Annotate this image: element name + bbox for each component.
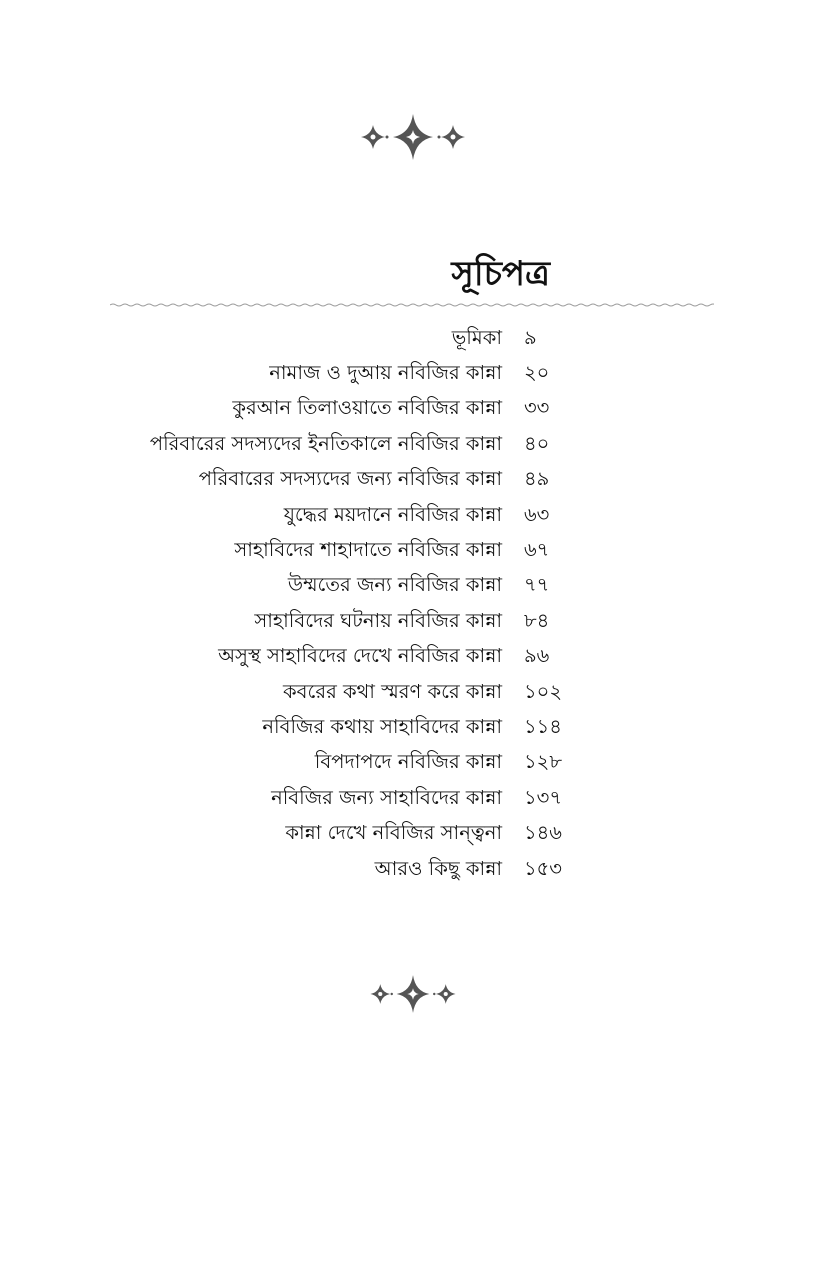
toc-entry (100, 428, 560, 463)
toc-entry-label: আরও কিছু কান্না (374, 856, 502, 880)
top-ornament (0, 112, 825, 162)
toc-entry (100, 570, 560, 605)
toc-entry-page-number: ১৫৩ (524, 856, 562, 880)
star-ornament-icon (368, 972, 458, 1016)
bottom-ornament (0, 972, 825, 1016)
toc-entry-label: যুদ্ধের ময়দানে নবিজির কান্না (283, 502, 502, 526)
page-title: সূচিপত্র (451, 254, 550, 294)
toc-entry-page-number: ৯৬ (524, 644, 550, 668)
toc-entry-label: সাহাবিদের শাহাদাতে নবিজির কান্না (234, 538, 502, 562)
toc-entry (100, 782, 563, 817)
toc-entry-label: নবিজির কথায় সাহাবিদের কান্না (262, 714, 502, 738)
toc-entry (100, 605, 560, 640)
toc-entry-label: নামাজ ও দুআয় নবিজির কান্না (269, 361, 502, 385)
toc-entry (100, 817, 560, 852)
toc-entry-page-number: ১৪৬ (524, 821, 562, 845)
toc-entry-label: অসুস্থ সাহাবিদের দেখে নবিজির কান্না (218, 644, 502, 668)
toc-entry-page-number: ৬৭ (524, 538, 550, 562)
toc-entry (100, 711, 560, 746)
toc-entry-label: নবিজির জন্য সাহাবিদের কান্না (271, 785, 502, 809)
toc-entry-page-number: ১১৪ (524, 714, 562, 738)
toc-entry (100, 393, 560, 428)
wavy-divider (110, 301, 714, 309)
toc-entry-label: বিপদাপদে নবিজির কান্না (314, 750, 502, 774)
toc-entry-page-number: ২০ (524, 361, 550, 385)
star-ornament-icon (358, 112, 468, 162)
toc-entry-label: কবরের কথা স্মরণ করে কান্না (283, 679, 502, 703)
toc-entry (100, 357, 560, 392)
toc-entry-label: পরিবারের সদস্যদের জন্য নবিজির কান্না (198, 467, 502, 491)
toc-entry (100, 534, 560, 569)
toc-entry-page-number: ১০২ (524, 679, 563, 703)
toc-entry-page-number: ৪০ (524, 431, 550, 455)
toc-entry-page-number: ৮৪ (524, 608, 550, 632)
toc-entry (100, 322, 560, 357)
toc-entry-page-number: ৪৯ (524, 467, 550, 491)
toc-entry-page-number: ৬৩ (524, 502, 550, 526)
toc-entry (100, 853, 560, 888)
toc-entry (100, 676, 563, 711)
toc-entry-label: ভূমিকা (451, 325, 502, 349)
toc-entry-page-number: ১২৮ (524, 750, 562, 774)
toc-entry-label: পরিবারের সদস্যদের ইনতিকালে নবিজির কান্না (149, 431, 502, 455)
toc-entry-label: সাহাবিদের ঘটনায় নবিজির কান্না (254, 608, 502, 632)
toc-entry-page-number: ৩৩ (524, 396, 550, 420)
toc-entry-page-number: ১৩৭ (524, 785, 563, 809)
toc-entry-label: কান্না দেখে নবিজির সান্ত্বনা (285, 821, 502, 845)
toc-entry (100, 747, 560, 782)
table-of-contents (100, 322, 563, 888)
toc-entry-label: কুরআন তিলাওয়াতে নবিজির কান্না (232, 396, 502, 420)
toc-entry (100, 464, 560, 499)
toc-entry-page-number: ৭৭ (524, 573, 550, 597)
toc-entry (100, 641, 560, 676)
toc-entry (100, 499, 560, 534)
toc-entry-page-number: ৯ (524, 325, 537, 349)
toc-entry-label: উম্মতের জন্য নবিজির কান্না (287, 573, 502, 597)
